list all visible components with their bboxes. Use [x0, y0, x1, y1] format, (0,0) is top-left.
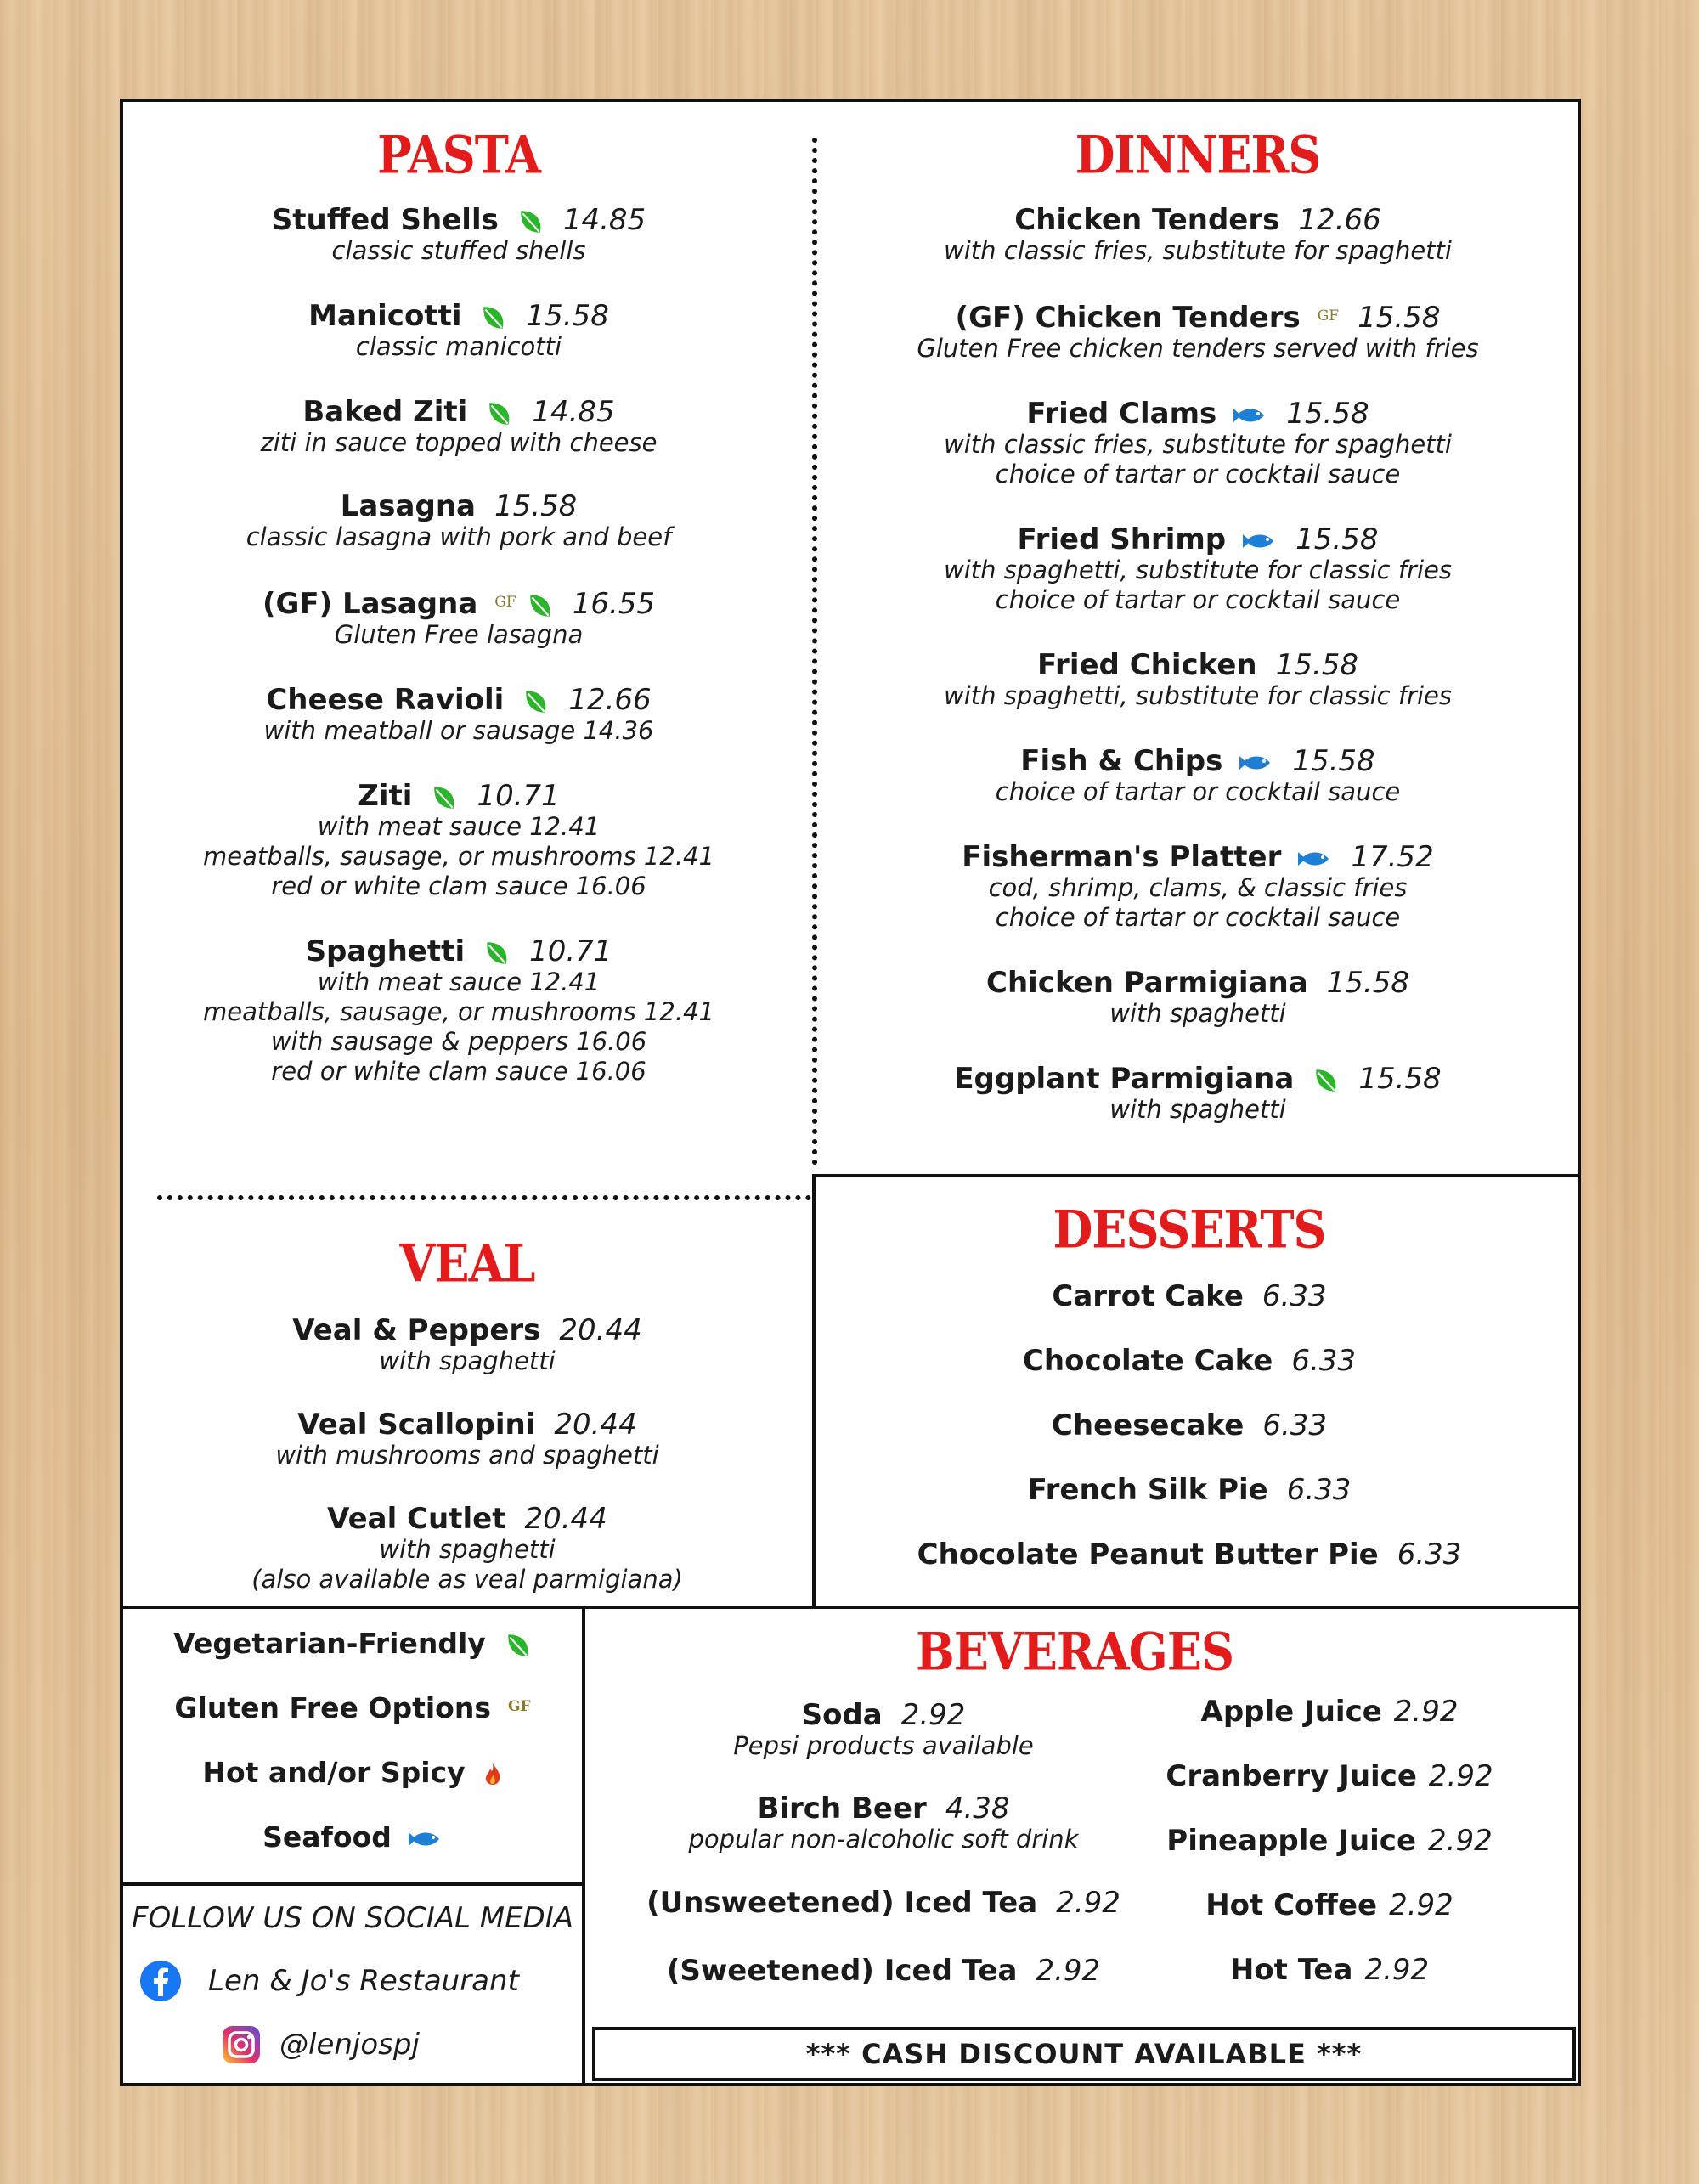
item-name: Hot Coffee — [1205, 1888, 1378, 1922]
beverages-section — [586, 1621, 1580, 1682]
facebook-link[interactable] — [123, 1959, 582, 2003]
social-title: FOLLOW US ON SOCIAL MEDIA — [131, 1901, 574, 1935]
item-desc: classic stuffed shells — [331, 236, 586, 265]
item-price: 20.44 — [554, 1408, 637, 1442]
menu-item — [127, 300, 790, 362]
item-desc: (also available as veal parmigiana) — [251, 1565, 683, 1594]
facebook-name: Len & Jo's Restaurant — [208, 1964, 519, 1998]
item-desc: Pepsi products available — [733, 1731, 1034, 1760]
menu-item — [816, 1345, 1563, 1377]
item-name: Eggplant Parmigiana — [954, 1062, 1295, 1096]
menu-item — [845, 1063, 1550, 1125]
item-price: 15.58 — [526, 299, 609, 333]
item-name: Chicken Parmigiana — [986, 966, 1308, 1000]
item-name: Birch Beer — [757, 1792, 927, 1826]
seafood-fish-icon — [409, 1829, 443, 1849]
item-name: French Silk Pie — [1027, 1473, 1268, 1507]
item-price: 2.92 — [1428, 1824, 1493, 1858]
item-desc: with spaghetti — [1109, 999, 1286, 1028]
item-desc: with meatball or sausage 14.36 — [263, 716, 654, 745]
vegetarian-leaf-icon — [478, 303, 507, 332]
menu-item — [816, 1280, 1563, 1312]
menu-item — [816, 1538, 1563, 1571]
item-name: Cheese Ravioli — [266, 683, 505, 717]
item-name: Cheesecake — [1051, 1408, 1245, 1442]
item-desc: with spaghetti — [379, 1535, 556, 1564]
item-desc: with meat sauce 12.41 — [317, 812, 601, 841]
item-desc: meatballs, sausage, or mushrooms 12.41 — [203, 997, 714, 1026]
legend-gluten-free — [123, 1691, 582, 1724]
item-name: Soda — [801, 1698, 883, 1732]
menu-item — [1113, 1889, 1546, 1922]
item-price: 15.58 — [1286, 397, 1369, 431]
seafood-fish-icon — [1298, 849, 1332, 869]
item-name: Lasagna — [340, 489, 476, 523]
vegetarian-leaf-icon — [484, 399, 513, 428]
item-desc: cod, shrimp, clams, & classic fries — [988, 873, 1408, 902]
menu-item — [127, 1503, 807, 1594]
item-price: 4.38 — [945, 1792, 1010, 1826]
menu-item — [1113, 1760, 1546, 1792]
item-desc: choice of tartar or cocktail sauce — [995, 585, 1401, 614]
item-desc: with mushrooms and spaghetti — [275, 1441, 659, 1470]
menu-item — [127, 586, 790, 650]
beverages-left-column — [612, 1699, 1155, 1987]
vegetarian-leaf-icon — [1311, 1066, 1340, 1095]
item-name: Pineapple Juice — [1166, 1824, 1417, 1858]
item-price: 15.58 — [1295, 522, 1379, 556]
item-price: 6.33 — [1262, 1279, 1327, 1313]
item-name: Stuffed Shells — [271, 203, 499, 237]
pasta-title: PASTA — [377, 124, 540, 185]
menu-item — [816, 1474, 1563, 1506]
vegetarian-leaf-icon — [521, 687, 550, 716]
legend-spicy — [123, 1756, 582, 1789]
item-price: 6.33 — [1262, 1408, 1328, 1442]
item-price: 14.85 — [562, 203, 646, 237]
item-price: 12.66 — [568, 683, 652, 717]
item-name: Veal Cutlet — [327, 1502, 506, 1536]
item-price: 2.92 — [1036, 1954, 1101, 1988]
item-price: 2.92 — [1056, 1886, 1120, 1920]
item-desc: with spaghetti, substitute for classic fries — [944, 681, 1452, 710]
item-name: Carrot Cake — [1052, 1279, 1244, 1313]
item-desc: ziti in sauce topped with cheese — [260, 428, 658, 457]
item-name: (GF) Chicken Tenders — [955, 301, 1301, 335]
desserts-title: DESSERTS — [1053, 1199, 1326, 1260]
item-price: 15.58 — [1326, 966, 1409, 1000]
menu-item — [127, 1408, 807, 1470]
menu-item — [127, 1314, 807, 1376]
item-price: 15.58 — [494, 489, 578, 523]
item-desc: Gluten Free chicken tenders served with fries — [917, 334, 1479, 363]
horizontal-dotted-divider — [157, 1195, 811, 1200]
dinners-section — [845, 124, 1550, 1125]
legend-seafood — [123, 1820, 582, 1854]
beverages-title: BEVERAGES — [916, 1621, 1233, 1682]
item-name: Fried Chicken — [1037, 648, 1257, 682]
menu-item — [845, 649, 1550, 711]
gluten-free-mark: GF — [494, 594, 516, 611]
cash-discount-notice: *** CASH DISCOUNT AVAILABLE *** — [805, 2038, 1363, 2070]
item-name: Fisherman's Platter — [962, 840, 1282, 874]
item-price: 15.58 — [1358, 1062, 1442, 1096]
item-price: 2.92 — [1393, 1695, 1459, 1729]
menu-item — [845, 523, 1550, 615]
item-price: 14.85 — [532, 395, 615, 429]
item-desc: choice of tartar or cocktail sauce — [995, 777, 1401, 806]
menu-item — [612, 1699, 1155, 1761]
item-price: 2.92 — [1364, 1953, 1430, 1987]
item-price: 16.55 — [572, 587, 656, 621]
item-desc: with classic fries, substitute for spaghetti — [944, 236, 1452, 265]
item-price: 15.58 — [1292, 744, 1375, 778]
item-name: Spaghetti — [305, 934, 466, 968]
item-desc: with spaghetti — [1109, 1095, 1286, 1124]
facebook-icon — [138, 1959, 183, 2003]
vegetarian-leaf-icon — [482, 939, 511, 968]
item-desc: with classic fries, substitute for spaghetti — [944, 430, 1452, 459]
item-price: 6.33 — [1397, 1538, 1462, 1572]
item-name: Ziti — [358, 779, 413, 813]
menu-item — [845, 967, 1550, 1029]
menu-item — [127, 490, 790, 552]
item-price: 15.58 — [1358, 301, 1441, 335]
item-price: 12.66 — [1298, 203, 1381, 237]
menu-item — [1113, 1825, 1546, 1857]
item-name: Manicotti — [308, 299, 462, 333]
item-price: 20.44 — [524, 1502, 607, 1536]
pasta-section — [127, 124, 790, 1086]
item-name: Baked Ziti — [302, 395, 468, 429]
menu-item — [1113, 1696, 1546, 1728]
menu-item — [816, 1409, 1563, 1442]
menu-item — [127, 204, 790, 266]
item-desc: popular non-alcoholic soft drink — [688, 1825, 1079, 1854]
menu-item — [845, 398, 1550, 489]
spicy-flame-icon — [483, 1761, 503, 1788]
item-price: 10.71 — [529, 934, 612, 968]
item-name: Fried Shrimp — [1017, 522, 1227, 556]
item-desc: choice of tartar or cocktail sauce — [995, 460, 1401, 488]
dinners-title: DINNERS — [1075, 124, 1321, 185]
legend-label: Hot and/or Spicy — [202, 1756, 466, 1789]
item-name: Chocolate Peanut Butter Pie — [917, 1538, 1379, 1572]
item-price: 10.71 — [477, 779, 560, 813]
desserts-section — [816, 1199, 1563, 1572]
item-name: Cranberry Juice — [1166, 1759, 1417, 1793]
item-desc: with spaghetti, substitute for classic fries — [944, 556, 1452, 584]
menu-item — [127, 935, 790, 1086]
menu-item — [845, 204, 1550, 266]
instagram-icon — [222, 2025, 261, 2064]
menu-item — [127, 780, 790, 901]
vegetarian-leaf-icon — [516, 207, 545, 236]
seafood-fish-icon — [1243, 531, 1277, 551]
veal-title: VEAL — [399, 1233, 535, 1294]
legend-label: Seafood — [262, 1820, 392, 1854]
veal-section — [127, 1233, 807, 1594]
menu-item — [127, 396, 790, 458]
item-price: 2.92 — [1428, 1759, 1493, 1793]
item-desc: with sausage & peppers 16.06 — [270, 1027, 647, 1056]
item-name: Veal Scallopini — [297, 1408, 536, 1442]
item-name: (GF) Lasagna — [262, 587, 478, 621]
item-desc: choice of tartar or cocktail sauce — [995, 903, 1401, 932]
item-desc: classic lasagna with pork and beef — [246, 522, 672, 551]
gluten-free-mark: GF — [1317, 308, 1340, 324]
item-name: Chocolate Cake — [1022, 1344, 1273, 1378]
item-name: (Sweetened) Iced Tea — [666, 1954, 1018, 1988]
legend-vegetarian — [123, 1627, 582, 1660]
legend-section — [123, 1627, 582, 1854]
social-section — [123, 1901, 582, 2064]
menu-item — [845, 300, 1550, 364]
item-desc: classic manicotti — [355, 332, 562, 361]
menu-item — [127, 684, 790, 746]
item-name: Fish & Chips — [1020, 744, 1223, 778]
item-price: 2.92 — [1389, 1888, 1453, 1922]
gluten-free-mark: GF — [507, 1698, 531, 1715]
item-desc: with meat sauce 12.41 — [317, 968, 601, 996]
menu-item — [612, 1792, 1155, 1854]
instagram-link[interactable] — [123, 2025, 582, 2064]
item-price: 6.33 — [1286, 1473, 1352, 1507]
seafood-fish-icon — [1233, 405, 1267, 426]
item-price: 2.92 — [900, 1698, 966, 1732]
vertical-dotted-divider — [812, 138, 817, 1165]
vegetarian-leaf-icon — [525, 591, 554, 620]
item-desc: with spaghetti — [379, 1346, 556, 1375]
legend-label: Gluten Free Options — [174, 1691, 491, 1724]
legend-label: Vegetarian-Friendly — [173, 1627, 486, 1660]
menu-item — [612, 1887, 1155, 1919]
item-name: Apple Juice — [1200, 1695, 1382, 1729]
menu-item — [1113, 1954, 1546, 1986]
menu-item — [845, 841, 1550, 933]
item-name: Chicken Tenders — [1014, 203, 1280, 237]
vegetarian-leaf-icon — [429, 783, 458, 812]
item-desc: red or white clam sauce 16.06 — [271, 872, 646, 900]
menu-item — [612, 1955, 1155, 1987]
item-price: 20.44 — [559, 1313, 642, 1347]
vegetarian-leaf-icon — [503, 1631, 532, 1660]
item-desc: Gluten Free lasagna — [334, 620, 584, 649]
item-name: (Unsweetened) Iced Tea — [646, 1886, 1038, 1920]
item-desc: meatballs, sausage, or mushrooms 12.41 — [203, 842, 714, 871]
item-price: 15.58 — [1275, 648, 1358, 682]
item-price: 6.33 — [1291, 1344, 1357, 1378]
menu-item — [845, 745, 1550, 807]
instagram-handle: @lenjospj — [279, 2028, 420, 2062]
item-name: Veal & Peppers — [292, 1313, 541, 1347]
seafood-fish-icon — [1239, 753, 1273, 773]
item-desc: red or white clam sauce 16.06 — [271, 1057, 646, 1086]
beverages-right-column — [1113, 1696, 1546, 1986]
item-name: Hot Tea — [1229, 1953, 1353, 1987]
item-price: 17.52 — [1351, 840, 1434, 874]
item-name: Fried Clams — [1026, 397, 1217, 431]
